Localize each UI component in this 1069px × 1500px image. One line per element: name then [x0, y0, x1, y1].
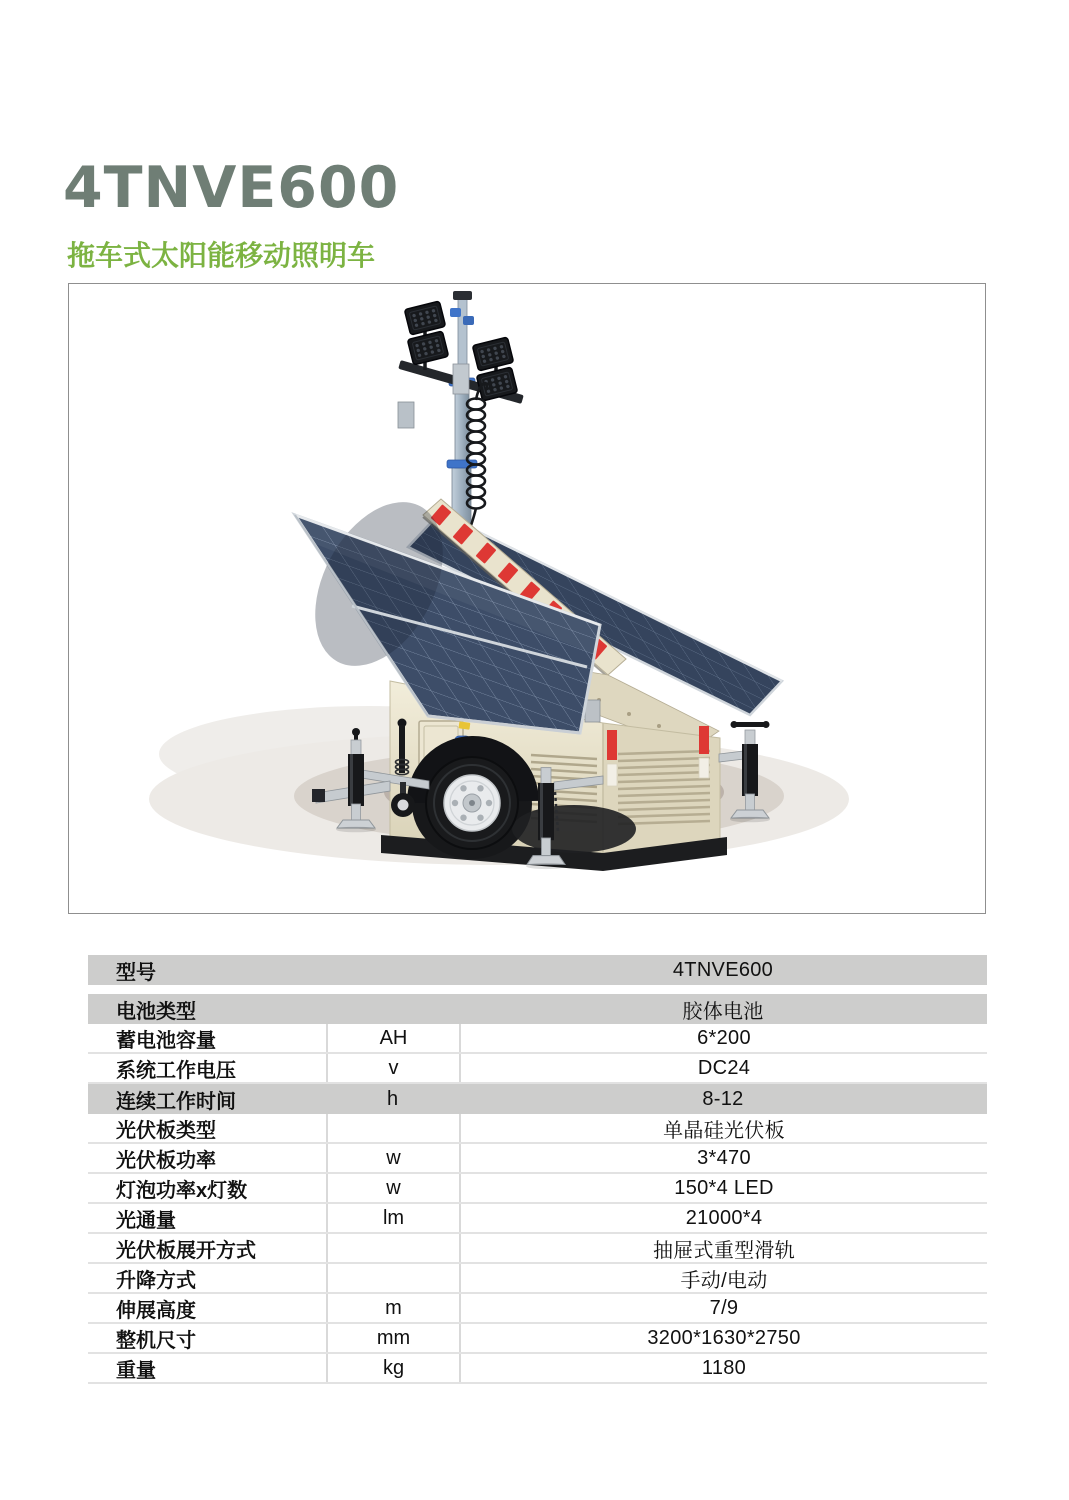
spec-value: 抽屉式重型滑轨 [459, 1234, 987, 1262]
table-row [88, 1114, 987, 1144]
spec-unit [326, 1234, 459, 1262]
spec-unit: w [326, 1144, 459, 1172]
table-row [88, 994, 987, 1024]
spec-unit: AH [326, 1024, 459, 1052]
spec-label: 伸展高度 [116, 1299, 196, 1322]
spec-value: 8-12 [702, 1087, 744, 1110]
table-row [88, 1024, 987, 1054]
table-row [88, 1174, 987, 1204]
spec-label: 系统工作电压 [116, 1059, 236, 1082]
product-photo [68, 283, 986, 914]
spec-unit [326, 994, 459, 1024]
table-row [88, 1054, 987, 1084]
spec-label: 重量 [116, 1359, 156, 1382]
spec-value: 21000*4 [459, 1204, 987, 1232]
spec-unit: mm [326, 1324, 459, 1352]
spec-unit [326, 1114, 459, 1142]
spec-value: 7/9 [459, 1294, 987, 1322]
spec-label: 蓄电池容量 [116, 1029, 216, 1052]
spec-value: 3*470 [459, 1144, 987, 1172]
spec-label: 光通量 [116, 1209, 176, 1232]
spec-value: DC24 [459, 1054, 987, 1082]
product-subtitle: 拖车式太阳能移动照明车 [67, 240, 376, 271]
spec-label: 整机尺寸 [116, 1329, 196, 1352]
spec-label: 光伏板展开方式 [116, 1239, 256, 1262]
spec-unit [326, 1264, 459, 1292]
spec-label: 光伏板类型 [116, 1119, 216, 1142]
table-row [88, 1084, 987, 1114]
spec-label: 型号 [116, 961, 156, 984]
spec-unit: v [326, 1054, 459, 1082]
spec-value: 4TNVE600 [672, 958, 774, 981]
spec-unit: w [326, 1174, 459, 1202]
table-gap [88, 985, 987, 994]
table-row [88, 1144, 987, 1174]
table-row [88, 1324, 987, 1354]
spec-label: 灯泡功率x灯数 [116, 1179, 248, 1202]
spec-table [88, 955, 987, 1384]
table-row [88, 1204, 987, 1234]
table-row [88, 955, 987, 985]
spec-value: 150*4 LED [459, 1174, 987, 1202]
spec-value: 单晶硅光伏板 [459, 1114, 987, 1142]
spec-value: 手动/电动 [459, 1264, 987, 1292]
spec-value: 6*200 [459, 1024, 987, 1052]
spec-unit: m [326, 1294, 459, 1322]
spec-value: 1180 [459, 1354, 987, 1382]
spec-label: 电池类型 [116, 1000, 196, 1023]
spec-unit: lm [326, 1204, 459, 1232]
table-row [88, 1264, 987, 1294]
spec-label: 升降方式 [116, 1269, 196, 1292]
spec-unit [326, 955, 459, 985]
table-row [88, 1234, 987, 1264]
product-model-title: 4TNVE600 [63, 155, 400, 221]
spec-label: 连续工作时间 [116, 1090, 236, 1113]
spec-unit: kg [326, 1354, 459, 1382]
table-row [88, 1294, 987, 1324]
spec-label: 光伏板功率 [116, 1149, 216, 1172]
spec-value: 胶体电池 [682, 1000, 764, 1023]
table-row [88, 1354, 987, 1384]
spec-unit: h [386, 1087, 399, 1110]
spec-value: 3200*1630*2750 [459, 1324, 987, 1352]
